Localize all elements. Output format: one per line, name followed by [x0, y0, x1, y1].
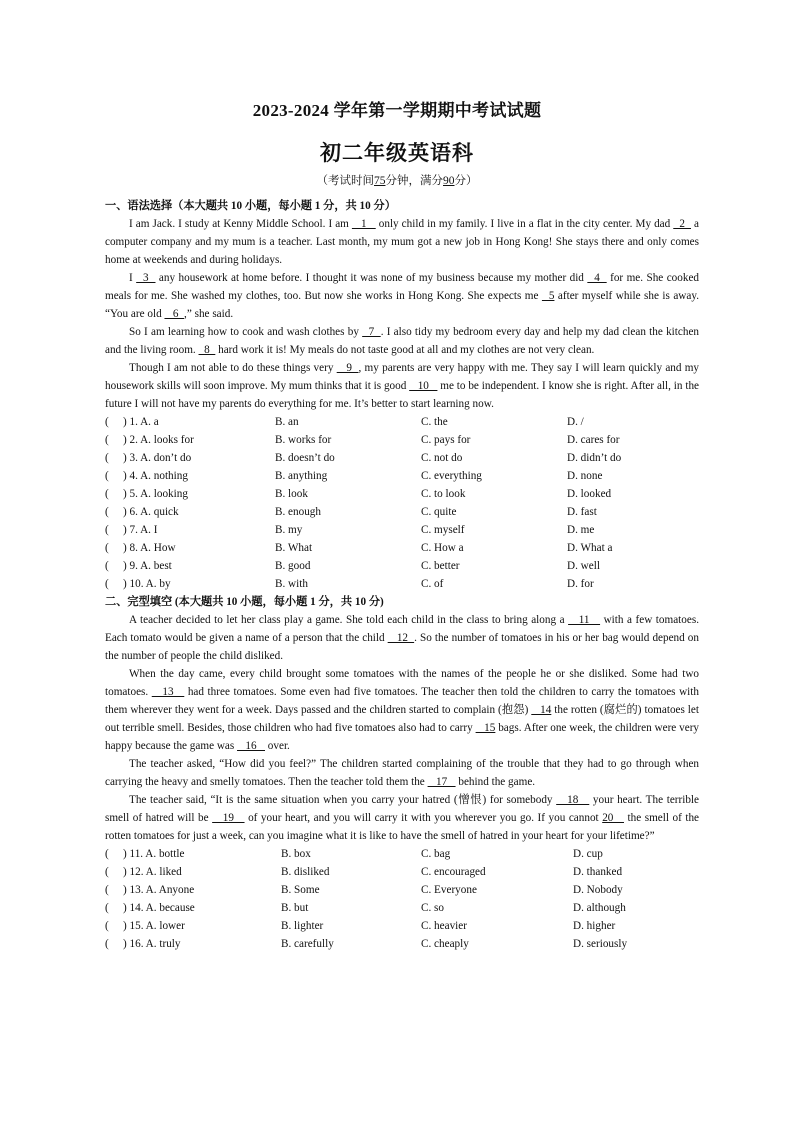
text: I	[129, 272, 137, 284]
text: hard work it is! My meals do not taste good at all and my clothes are not very clean.	[215, 344, 595, 356]
option-c: C. Everyone	[421, 884, 477, 896]
section1-paragraph-2	[105, 269, 699, 323]
text: I am Jack. I study at Kenny Middle School. I am	[129, 218, 352, 230]
question-row	[105, 449, 699, 467]
exam-info-prefix: （考试时间	[316, 175, 374, 187]
blank-13: 13	[151, 686, 185, 698]
option-d: D. fast	[567, 506, 597, 518]
option-d: D. Nobody	[573, 884, 623, 896]
option-a: ) 14. A. because	[123, 902, 195, 914]
answer-paren[interactable]: (	[105, 434, 109, 446]
option-b: B. an	[275, 416, 299, 428]
section2-paragraph-2	[105, 665, 699, 755]
blank-9: 9	[336, 362, 359, 374]
option-a: ) 4. A. nothing	[123, 470, 188, 482]
blank-14: 14	[531, 704, 552, 716]
blank-3: 3	[136, 272, 156, 284]
option-d: D. looked	[567, 488, 612, 500]
option-c: C. bag	[421, 848, 451, 860]
option-b: B. What	[275, 542, 313, 554]
blank-20: 20	[602, 812, 624, 824]
option-b: B. doesn’t do	[275, 452, 335, 464]
option-b: B. box	[281, 848, 311, 860]
exam-info-mid: 分钟，满分	[385, 175, 443, 187]
question-row	[105, 485, 699, 503]
option-d: D. /	[567, 416, 584, 428]
answer-paren[interactable]: (	[105, 524, 109, 536]
exam-time: 75	[374, 175, 386, 187]
answer-paren[interactable]: (	[105, 470, 109, 482]
option-b: B. good	[275, 560, 311, 572]
option-b: B. carefully	[281, 938, 334, 950]
blank-2: 2	[673, 218, 691, 230]
answer-paren[interactable]: (	[105, 506, 109, 518]
text: , my parents are very happy with me. They say I will learn quickly and my housework skills will soon improve. My mum thinks that it is good	[105, 362, 700, 392]
answer-paren[interactable]: (	[105, 578, 109, 590]
blank-7: 7	[362, 326, 381, 338]
section2-options	[105, 845, 699, 953]
blank-19: 19	[212, 812, 245, 824]
section2-heading: 二、完型填空 (本大题共 10 小题，每小题 1 分，共 10 分)	[105, 596, 384, 608]
option-a: ) 12. A. liked	[123, 866, 182, 878]
question-row	[105, 917, 699, 935]
text: me to be independent. I know she is right. After all, in the future I will not have my parents do everything for me. It’s better to start learning now.	[105, 380, 700, 410]
option-a: ) 3. A. don’t do	[123, 452, 192, 464]
option-a: ) 1. A. a	[123, 416, 159, 428]
option-c: C. encouraged	[421, 866, 486, 878]
blank-12: 12	[387, 632, 415, 644]
option-b: B. lighter	[281, 920, 324, 932]
option-d: D. cares for	[567, 434, 620, 446]
option-a: ) 5. A. looking	[123, 488, 188, 500]
section1-heading: 一、语法选择（本大题共 10 小题，每小题 1 分，共 10 分）	[105, 200, 396, 212]
option-d: D. well	[567, 560, 600, 572]
answer-paren[interactable]: (	[105, 560, 109, 572]
option-c: C. quite	[421, 506, 457, 518]
text: after myself while she is away. “You are old	[105, 290, 700, 320]
blank-4: 4	[587, 272, 607, 284]
blank-17: 17	[427, 776, 456, 788]
question-row	[105, 845, 699, 863]
option-a: ) 9. A. best	[123, 560, 172, 572]
answer-paren[interactable]: (	[105, 938, 109, 950]
text: only child in my family. I live in a flat in the city center. My dad	[375, 218, 674, 230]
text: . I also tidy my bedroom every day and help my dad clean the kitchen and the living room.	[105, 326, 699, 356]
blank-16: 16	[237, 740, 265, 752]
answer-paren[interactable]: (	[105, 452, 109, 464]
option-b: B. with	[275, 578, 308, 590]
option-b: B. anything	[275, 470, 328, 482]
option-c: C. How a	[421, 542, 464, 554]
text: . So the number of tomatoes in his or her bag would depend on the number of people the child disliked.	[105, 632, 699, 662]
text: A teacher decided to let her class play a game. She told each child in the class to bring along a	[129, 614, 569, 626]
option-a: ) 6. A. quick	[123, 506, 179, 518]
option-d: D. me	[567, 524, 595, 536]
answer-paren[interactable]: (	[105, 866, 109, 878]
text: Though I am not able to do these things very	[129, 362, 337, 374]
question-row	[105, 881, 699, 899]
answer-paren[interactable]: (	[105, 416, 109, 428]
text: the smell of the rotten tomatoes for just a week, can you imagine what it is like to have the smell of hatred in your heart for your lifetime?”	[105, 812, 700, 842]
question-row	[105, 503, 699, 521]
question-row	[105, 557, 699, 575]
question-row	[105, 935, 699, 953]
answer-paren[interactable]: (	[105, 542, 109, 554]
exam-title: 2023-2024 学年第一学期期中考试试题	[252, 101, 542, 120]
blank-10: 10	[409, 380, 438, 392]
option-b: B. look	[275, 488, 308, 500]
text: bags. After one week, the children were very happy because the game was	[105, 722, 700, 752]
option-a: ) 13. A. Anyone	[123, 884, 195, 896]
text: The teacher asked, “How did you feel?” The children started complaining of the trouble that they had to go through when carrying the heavy and smelly tomatoes. Then the teacher told them the	[105, 758, 699, 788]
blank-1: 1	[351, 218, 376, 230]
option-d: D. although	[573, 902, 626, 914]
option-c: C. of	[421, 578, 444, 590]
section1-paragraph-4	[105, 359, 699, 413]
blank-8: 8	[198, 344, 216, 356]
option-a: ) 2. A. looks for	[123, 434, 194, 446]
text: for me. She cooked meals for me. She washed my clothes, too. But now she works in Hong Kong. She expects me	[105, 272, 700, 302]
section1-paragraph-3	[105, 323, 699, 359]
blank-11: 11	[568, 614, 601, 626]
option-c: C. pays for	[421, 434, 471, 446]
option-c: C. so	[421, 902, 445, 914]
text: So I am learning how to cook and wash clothes by	[129, 326, 363, 338]
full-score: 90	[443, 175, 455, 187]
option-b: B. enough	[275, 506, 321, 518]
option-b: B. but	[281, 902, 309, 914]
option-d: D. higher	[573, 920, 616, 932]
option-a: ) 16. A. truly	[123, 938, 181, 950]
exam-info-suffix: 分）	[454, 175, 478, 187]
option-c: C. better	[421, 560, 460, 572]
option-a: ) 11. A. bottle	[123, 848, 185, 860]
blank-5: 5	[541, 290, 555, 302]
question-row	[105, 467, 699, 485]
option-c: C. cheaply	[421, 938, 469, 950]
option-a: ) 7. A. I	[123, 524, 158, 536]
option-b: B. works for	[275, 434, 332, 446]
exam-body	[105, 197, 699, 953]
question-row	[105, 431, 699, 449]
option-c: C. not do	[421, 452, 463, 464]
section2-paragraph-4	[105, 791, 699, 845]
exam-subtitle: 初二年级英语科	[320, 141, 474, 165]
option-b: B. my	[275, 524, 303, 536]
blank-18: 18	[556, 794, 590, 806]
section1-options	[105, 413, 699, 593]
text: over.	[265, 740, 290, 752]
option-d: D. cup	[573, 848, 603, 860]
text: behind the game.	[455, 776, 536, 788]
text: a computer company and my mum is a teacher. Last month, my mum got a new job in Hong Kong! She stays there and only comes home at weekends and during holidays.	[105, 218, 700, 266]
text: your heart. The terrible smell of hatred will be	[105, 794, 700, 824]
text: of your heart, and you will carry it with you wherever you go. If you cannot	[244, 812, 603, 824]
blank-15: 15	[475, 722, 496, 734]
section2-paragraph-1	[105, 611, 699, 665]
text: ,” she said.	[184, 308, 234, 320]
question-row	[105, 575, 699, 593]
option-c: C. heavier	[421, 920, 467, 932]
answer-paren[interactable]: (	[105, 848, 109, 860]
section1-paragraph-1	[105, 215, 699, 269]
answer-paren[interactable]: (	[105, 488, 109, 500]
option-d: D. seriously	[573, 938, 628, 950]
blank-6: 6	[164, 308, 185, 320]
option-b: B. disliked	[281, 866, 330, 878]
option-c: C. to look	[421, 488, 466, 500]
question-row	[105, 899, 699, 917]
question-row	[105, 539, 699, 557]
question-row	[105, 521, 699, 539]
option-d: D. for	[567, 578, 594, 590]
text: had three tomatoes. Some even had five tomatoes. The teacher then told the children to carry the tomatoes with them wherever they went for a week. Days passed and the children started to complain (抱怨)	[105, 686, 699, 716]
section2-paragraph-3	[105, 755, 699, 791]
answer-paren[interactable]: (	[105, 902, 109, 914]
text: with a few tomatoes. Each tomato would be given a name of a person that the child	[105, 614, 699, 644]
answer-paren[interactable]: (	[105, 884, 109, 896]
option-c: C. everything	[421, 470, 482, 482]
option-b: B. Some	[281, 884, 320, 896]
question-row	[105, 413, 699, 431]
answer-paren[interactable]: (	[105, 920, 109, 932]
option-a: ) 8. A. How	[123, 542, 176, 554]
option-c: C. the	[421, 416, 448, 428]
text: any housework at home before. I thought it was none of my business because my mother did	[155, 272, 588, 284]
exam-info	[0, 172, 794, 188]
option-a: ) 10. A. by	[123, 578, 171, 590]
option-d: D. didn’t do	[567, 452, 622, 464]
option-d: D. thanked	[573, 866, 623, 878]
text: The teacher said, “It is the same situation when you carry your hatred (憎恨) for somebody	[129, 794, 557, 806]
option-a: ) 15. A. lower	[123, 920, 185, 932]
option-d: D. What a	[567, 542, 613, 554]
option-d: D. none	[567, 470, 603, 482]
text: the rotten (腐烂的) tomatoes let out terrible smell. Besides, those children who had five tomatoes also had to carry	[105, 704, 699, 734]
question-row	[105, 863, 699, 881]
text: When the day came, every child brought some tomatoes with the names of the people he or she disliked. Some had two tomatoes.	[105, 668, 699, 698]
option-c: C. myself	[421, 524, 465, 536]
